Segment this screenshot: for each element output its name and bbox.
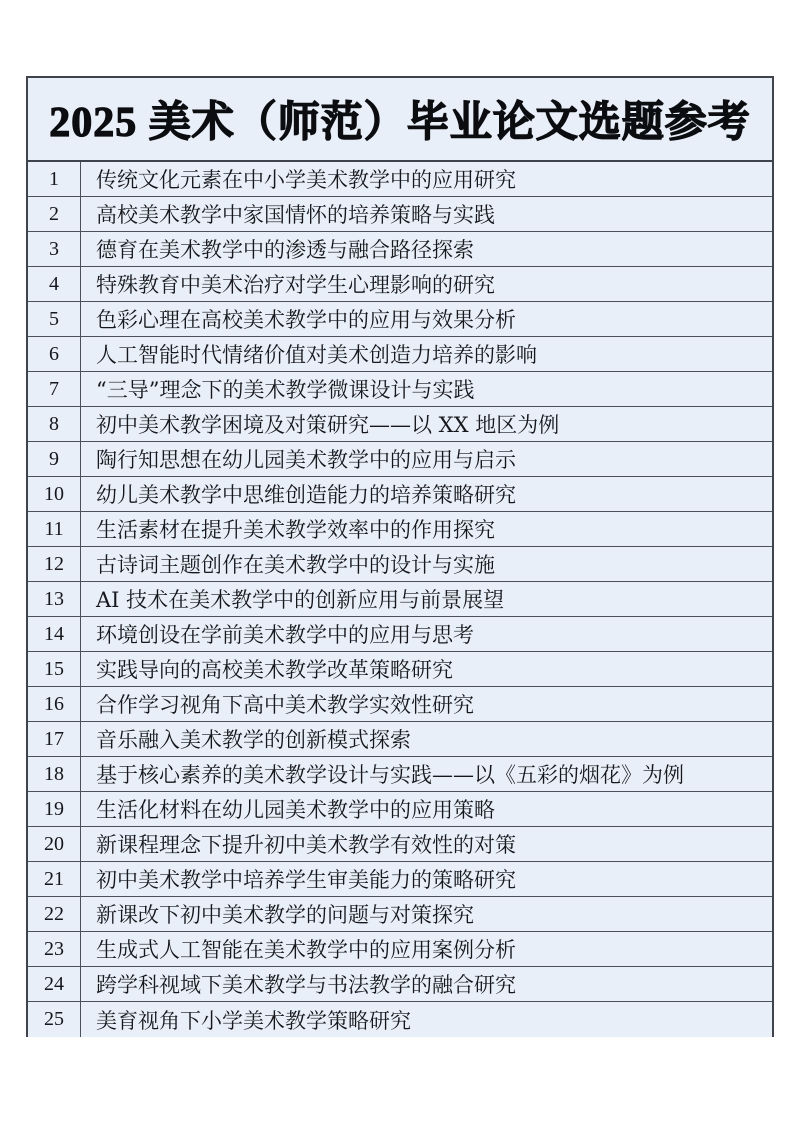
row-number: 11 (28, 512, 81, 546)
row-number: 10 (28, 477, 81, 511)
row-number: 3 (28, 232, 81, 266)
row-number: 22 (28, 897, 81, 931)
page-title: 2025 美术（师范）毕业论文选题参考 (49, 100, 751, 146)
table-row (28, 967, 772, 1002)
row-number: 25 (28, 1002, 81, 1037)
table-row (28, 407, 772, 442)
table-row (28, 232, 772, 267)
table-row (28, 372, 772, 407)
row-number: 2 (28, 197, 81, 231)
row-number: 8 (28, 407, 81, 441)
table-row (28, 162, 772, 197)
table-row (28, 792, 772, 827)
row-topic: 初中美术教学中培养学生审美能力的策略研究 (96, 868, 516, 892)
table-row (28, 582, 772, 617)
row-topic: 跨学科视域下美术教学与书法教学的融合研究 (96, 973, 516, 997)
row-topic: 古诗词主题创作在美术教学中的设计与实施 (96, 553, 495, 577)
table-row (28, 827, 772, 862)
table-row (28, 757, 772, 792)
row-number: 5 (28, 302, 81, 336)
table-row (28, 337, 772, 372)
table-row (28, 897, 772, 932)
row-number: 14 (28, 617, 81, 651)
row-number: 16 (28, 687, 81, 721)
table-row (28, 442, 772, 477)
row-number: 4 (28, 267, 81, 301)
table-row (28, 512, 772, 547)
row-topic: 音乐融入美术教学的创新模式探索 (96, 728, 411, 752)
row-number: 18 (28, 757, 81, 791)
row-topic: 环境创设在学前美术教学中的应用与思考 (96, 623, 474, 647)
row-topic: 新课改下初中美术教学的问题与对策探究 (96, 903, 474, 927)
row-number: 23 (28, 932, 81, 966)
table-row (28, 687, 772, 722)
row-topic: 合作学习视角下高中美术教学实效性研究 (96, 693, 474, 717)
table-row (28, 1002, 772, 1037)
row-topic: 美育视角下小学美术教学策略研究 (96, 1008, 411, 1033)
row-topic: 基于核心素养的美术教学设计与实践——以《五彩的烟花》为例 (96, 763, 684, 787)
row-topic: 实践导向的高校美术教学改革策略研究 (96, 658, 453, 682)
row-topic: 人工智能时代情绪价值对美术创造力培养的影响 (96, 343, 537, 367)
row-topic: 色彩心理在高校美术教学中的应用与效果分析 (96, 308, 516, 332)
topics-table (26, 76, 774, 1037)
table-row (28, 197, 772, 232)
table-row (28, 932, 772, 967)
row-number: 6 (28, 337, 81, 371)
row-topic: 德育在美术教学中的渗透与融合路径探索 (96, 238, 474, 262)
table-row (28, 477, 772, 512)
table-row (28, 862, 772, 897)
table-row (28, 652, 772, 687)
row-topic: 生活素材在提升美术教学效率中的作用探究 (96, 518, 495, 542)
table-row (28, 547, 772, 582)
row-topic: 高校美术教学中家国情怀的培养策略与实践 (96, 203, 495, 227)
row-number: 15 (28, 652, 81, 686)
row-number: 24 (28, 967, 81, 1001)
row-topic: AI 技术在美术教学中的创新应用与前景展望 (96, 588, 505, 612)
row-number: 13 (28, 582, 81, 616)
row-topic: 初中美术教学困境及对策研究——以 XX 地区为例 (96, 413, 560, 437)
row-number: 20 (28, 827, 81, 861)
row-topic: 新课程理念下提升初中美术教学有效性的对策 (96, 833, 516, 857)
row-topic: 幼儿美术教学中思维创造能力的培养策略研究 (96, 483, 516, 507)
row-number: 19 (28, 792, 81, 826)
row-topic: “三导”理念下的美术教学微课设计与实践 (96, 378, 475, 402)
table-row (28, 722, 772, 757)
row-topic: 特殊教育中美术治疗对学生心理影响的研究 (96, 273, 495, 297)
row-number: 1 (28, 162, 81, 196)
row-topic: 陶行知思想在幼儿园美术教学中的应用与启示 (96, 448, 516, 472)
row-number: 9 (28, 442, 81, 476)
row-number: 12 (28, 547, 81, 581)
row-topic: 生成式人工智能在美术教学中的应用案例分析 (96, 938, 516, 962)
table-row (28, 267, 772, 302)
table-row (28, 617, 772, 652)
row-number: 17 (28, 722, 81, 756)
row-topic: 传统文化元素在中小学美术教学中的应用研究 (96, 168, 516, 192)
row-topic: 生活化材料在幼儿园美术教学中的应用策略 (96, 798, 495, 822)
row-number: 21 (28, 862, 81, 896)
table-body (28, 162, 772, 1037)
table-row (28, 302, 772, 337)
table-title-row (28, 78, 772, 162)
row-number: 7 (28, 372, 81, 406)
